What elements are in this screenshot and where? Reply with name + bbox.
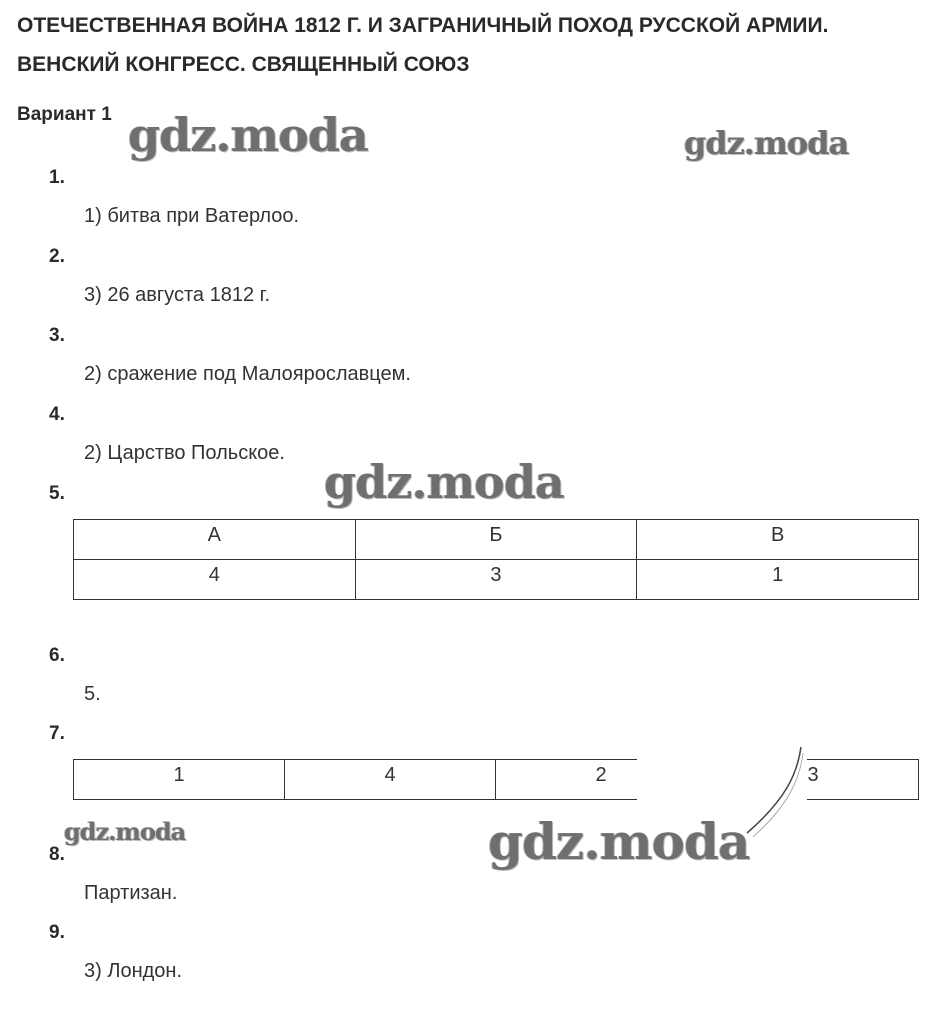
page-title: ОТЕЧЕСТВЕННАЯ ВОЙНА 1812 Г. И ЗАГРАНИЧНЫЙ ПОХОД РУССКОЙ АРМИИ. ВЕНСКИЙ КОНГРЕСС. СВЯЩЕННЫЙ СОЮЗ bbox=[17, 14, 829, 76]
question-number-3: 3. bbox=[49, 325, 65, 346]
answer-8: Партизан. bbox=[84, 882, 178, 904]
answer-4: 2) Царство Польское. bbox=[84, 442, 285, 464]
table-cell: 1 bbox=[637, 560, 919, 600]
table-cell: 4 bbox=[74, 560, 356, 600]
watermark-logo: gdz.moda bbox=[324, 455, 564, 509]
table-cell: 3 bbox=[355, 560, 637, 600]
answer-3: 2) сражение под Малоярославцем. bbox=[84, 363, 411, 385]
watermark-logo: gdz.moda bbox=[488, 812, 750, 871]
table-header-cell: Б bbox=[355, 520, 637, 560]
table-header-row bbox=[74, 520, 919, 560]
answer-1: 1) битва при Ватерлоо. bbox=[84, 205, 300, 227]
torn-edge bbox=[745, 745, 815, 840]
question-number-4: 4. bbox=[49, 404, 65, 425]
table-cell: 4 bbox=[285, 760, 496, 800]
question-number-5: 5. bbox=[49, 483, 65, 504]
question-number-9: 9. bbox=[49, 922, 65, 943]
answer-2: 3) 26 августа 1812 г. bbox=[84, 284, 271, 306]
question-number-8: 8. bbox=[49, 844, 65, 865]
question-number-7: 7. bbox=[49, 723, 65, 744]
table-cell: 1 bbox=[74, 760, 285, 800]
answer-6: 5. bbox=[84, 683, 101, 705]
table-header-cell: В bbox=[637, 520, 919, 560]
watermark-logo: gdz.moda bbox=[128, 108, 368, 162]
watermark-logo: gdz.moda bbox=[64, 817, 186, 846]
watermark-logo: gdz.moda bbox=[684, 124, 849, 162]
question-number-6: 6. bbox=[49, 645, 65, 666]
question-number-1: 1. bbox=[49, 167, 65, 188]
table-cell: 3 bbox=[708, 760, 919, 800]
table-cell: 2 bbox=[496, 760, 707, 800]
variant-label: Вариант 1 bbox=[17, 104, 112, 125]
question-number-2: 2. bbox=[49, 246, 65, 267]
table-header-cell: А bbox=[74, 520, 356, 560]
answer-table-5 bbox=[73, 519, 919, 600]
table-row bbox=[74, 560, 919, 600]
answer-9: 3) Лондон. bbox=[84, 960, 183, 982]
